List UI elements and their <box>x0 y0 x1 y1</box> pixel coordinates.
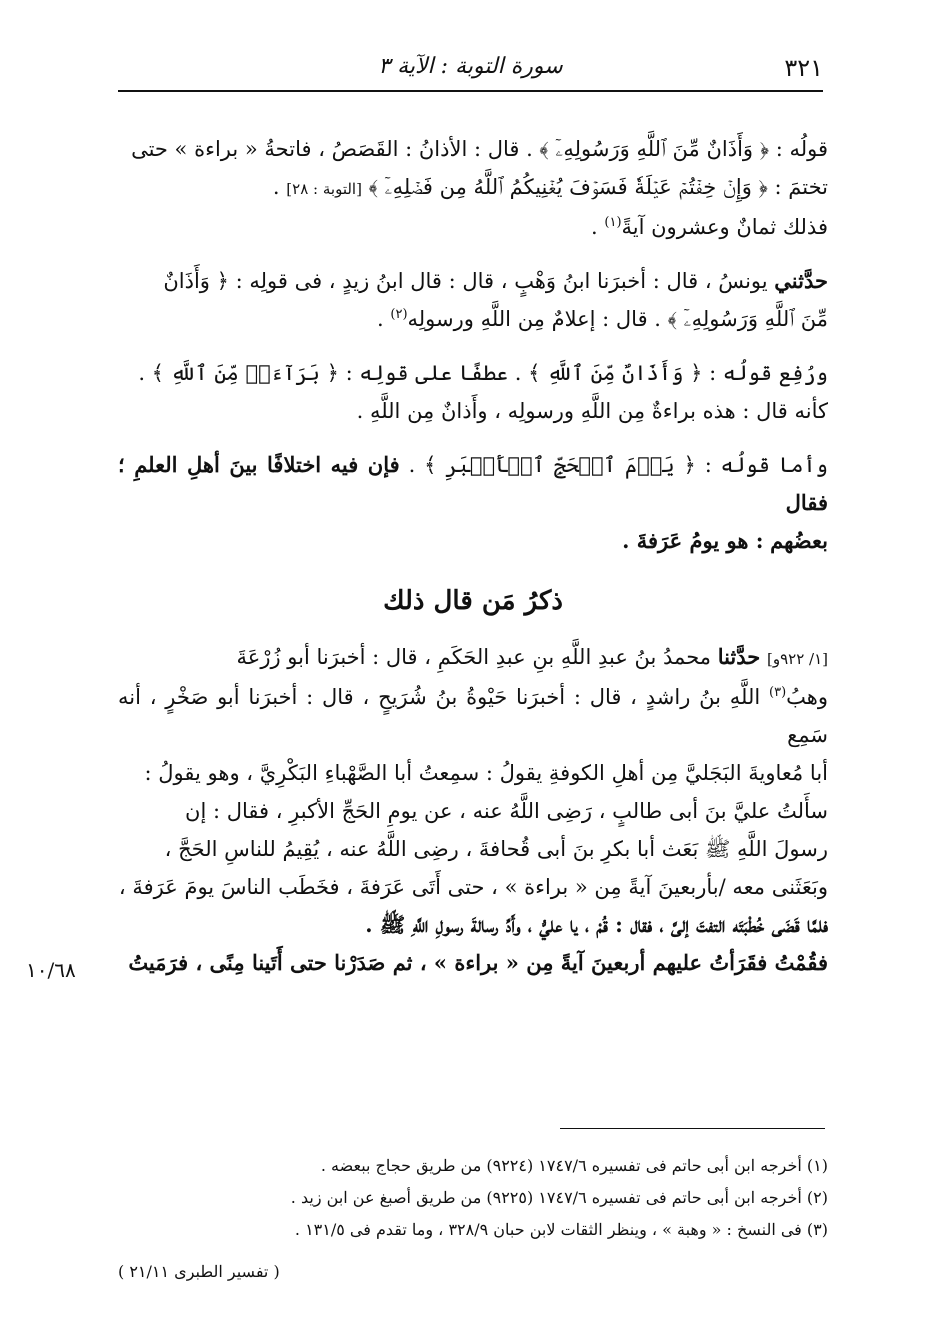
para1-line3-end: . <box>591 215 598 239</box>
para5-line7: فلمَّا قَضَى خُطْبَتَه التفتَ إلىَّ ، فقال : قُمْ ، يا عليُّ ، وأَدِّ رسالةَ رسولِ اللَّهِ ﷺ . <box>365 912 828 937</box>
para4-line1b: فإن فيه اختلافًا بينَ أهلِ العلمِ ؛ فقال <box>118 452 828 515</box>
footnote-divider <box>560 1128 825 1129</box>
footnote-3: (٣) فى النسخ : « وهبة » ، وينظر الثقات لابن حبان ٣٢٨/٩ ، وما تقدم فى ١٣١/٥ . <box>294 1220 828 1239</box>
paragraph-3 <box>118 354 828 430</box>
para3-line1: ورُفِع قولُه : ﴿ وَأَذَانٌ مِّنَ ٱللَّهِ ﴾ . عطفًا على قولِه : ﴿ بَرَآءَةٞ مِّنَ ٱللَّهِ ﴾ . <box>138 361 828 385</box>
footnote-marker-2: (٢) <box>390 307 408 322</box>
footnote-marker-3: (٣) <box>769 685 787 700</box>
running-title: سورة التوبة : الآية ٣ <box>378 54 563 79</box>
para1-line3: فذلك ثمانٌ وعشرون آيةً <box>621 215 828 239</box>
para5-line2b: اللَّهِ بنُ راشدٍ ، قال : أخبرَنا حَيْوةُ بنُ شُرَيحٍ ، قال : أخبرَنا أبو صَخْرٍ ، أنه سَمِع <box>118 685 828 747</box>
footnote-2: (٢) أخرجه ابن أبى حاتم فى تفسيره ١٧٤٧/٦ (٩٢٢٥) من طريق أصبغ عن ابن زيد . <box>290 1188 828 1207</box>
para2-lead: حدَّثني <box>774 268 828 293</box>
para4-line1a: وأما قولُه : ﴿ يَوۡمَ ٱلۡحَجِّ ٱلۡأَكۡبَرِ ﴾ . <box>408 453 828 477</box>
verse-reference: [التوبة : ٢٨] <box>286 180 362 198</box>
para3-line2: كأنه قال : هذه براءةٌ مِن اللَّهِ ورسولِه ، وأَذانٌ مِن اللَّهِ . <box>356 399 828 423</box>
para5-line2a: وهبُ <box>786 685 828 709</box>
footnote-marker-1: (١) <box>604 215 622 230</box>
paragraph-1 <box>118 130 828 246</box>
footnote-1: (١) أخرجه ابن أبى حاتم فى تفسيره ١٧٤٧/٦ (٩٢٢٤) من طريق حجاج ببعضه . <box>320 1156 828 1175</box>
margin-reference: ١٠/٦٨ <box>26 958 76 982</box>
para1-line2: تختمَ : ﴿ وَإِنۡ خِفۡتُمۡ عَيۡلَةٗ فَسَوۡفَ يُغۡنِيكُمُ ٱللَّهُ مِن فَضۡلِهِۦٓ ﴾ <box>368 175 828 199</box>
paragraph-5 <box>118 638 828 982</box>
para5-lead: حدَّثنا <box>717 644 761 669</box>
para4-line2a: بعضُهم <box>770 528 828 553</box>
footer-source: ( تفسير الطبرى ٢١/١١ ) <box>118 1262 280 1281</box>
manuscript-ref: [١/ ٩٢٢و] <box>766 650 828 668</box>
para5-line4: سأَلتُ عليَّ بنَ أبى طالبٍ ، رَضِى اللَّهُ عنه ، عن يومِ الحَجِّ الأكبرِ ، فقال : إن <box>185 799 828 823</box>
para2-line1: يونسُ ، قال : أخبرَنا ابنُ وَهْبٍ ، قال : قال ابنُ زيدٍ ، فى قولِه : ﴿ وَأَذَانٌ <box>163 269 768 293</box>
para2-line2-end: . <box>377 307 384 331</box>
section-heading: ذكرُ مَن قال ذلك <box>383 586 563 616</box>
para4-line2b: : هو يومُ عَرَفةَ . <box>622 528 764 553</box>
footnotes <box>118 1150 828 1246</box>
main-text <box>118 130 828 998</box>
paragraph-4 <box>118 446 828 560</box>
para5-line6: وبَعَثَنى معه /بأربعينَ آيةً مِن « براءة » ، حتى أَتَى عَرَفةَ ، فخَطَب الناسَ يومَ عَرَفةَ ، <box>118 875 828 899</box>
para2-line2: مِّنَ ٱللَّهِ وَرَسُولِهِۦٓ ﴾ . قال : إعلامٌ مِن اللَّهِ ورسولِه <box>407 307 828 331</box>
para5-line1: محمدُ بنُ عبدِ اللَّهِ بنِ عبدِ الحَكَمِ ، قال : أخبرَنا أبو زُرْعَةَ <box>236 645 711 669</box>
page-header <box>118 44 823 92</box>
para1-line2-end: . <box>272 175 280 199</box>
para5-line8: فقُمْتُ فقَرَأتُ عليهم أربعينَ آيةً مِن « براءة » ، ثم صَدَرْنا حتى أَتَينا مِنًى ، فرَمَيتُ <box>128 950 828 975</box>
para5-line5: رسولَ اللَّهِ ﷺ بَعَث أبا بكرِ بنَ أبى قُحافةَ ، رضِى اللَّهُ عنه ، يُقِيمُ للناسِ الحَجَّ ، <box>164 837 828 861</box>
page-number: ٣٢١ <box>784 54 823 82</box>
para5-line3: أبا مُعاويةَ البَجَليَّ مِن أهلِ الكوفةِ يقولُ : سمِعتُ أبا الصَّهْباءِ البَكْرِيَّ ، وهو يقولُ : <box>144 761 828 785</box>
paragraph-2 <box>118 262 828 338</box>
para1-line1: قولُه : ﴿ وَأَذَانٌ مِّنَ ٱللَّهِ وَرَسُولِهِۦٓ ﴾ . قال : الأذانُ : القَصَصُ ، فاتحةُ « براءة » حتى <box>131 137 828 161</box>
